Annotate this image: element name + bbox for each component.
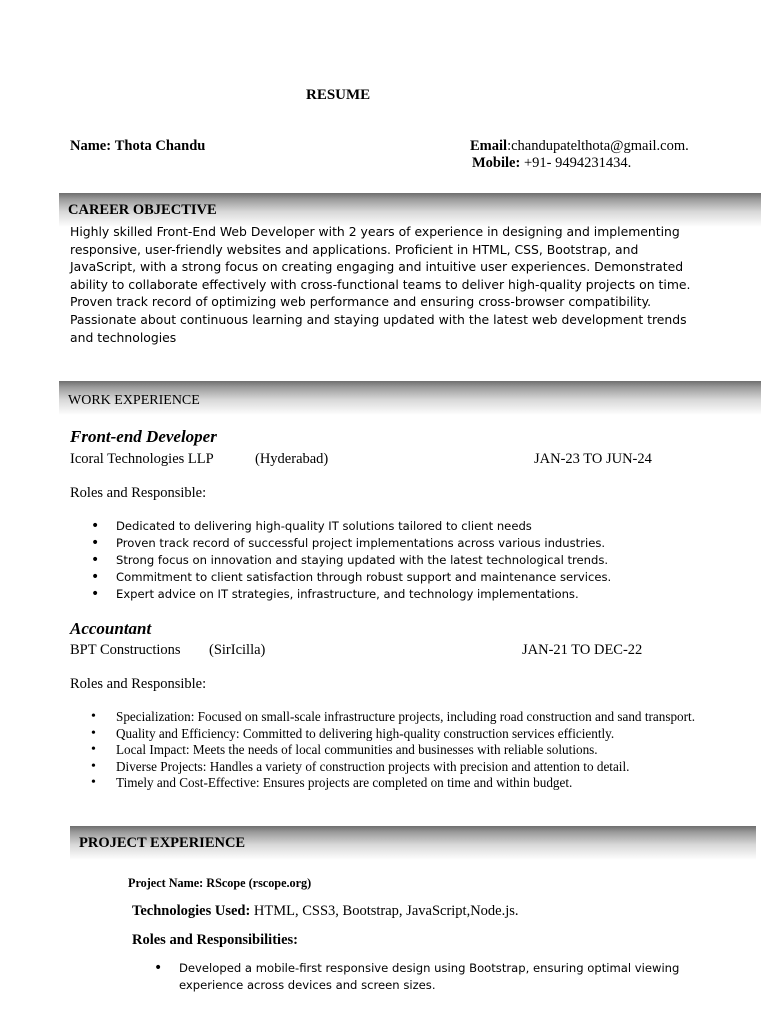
resume-title: RESUME (306, 87, 371, 103)
list-item: • Dedicated to delivering high-quality IT solutions tailored to client needs (91, 518, 731, 535)
list-item: • Proven track record of successful project implementations across various industries. (91, 535, 731, 552)
contact-block (470, 138, 689, 172)
job-bullets (91, 518, 731, 603)
job-company: Icoral Technologies LLP (70, 451, 214, 467)
name-value: Thota Chandu (114, 138, 206, 154)
project-bullets (154, 960, 714, 994)
list-item: • Developed a mobile-first responsive design using Bootstrap, ensuring optimal viewing experience across devices and screen sizes. (154, 960, 714, 994)
mobile-value: +91- 9494231434. (520, 155, 632, 171)
roles-label: Roles and Responsible: (70, 485, 207, 501)
mobile-line (470, 155, 689, 172)
project-tech-line (132, 903, 519, 920)
job-location: (Hyderabad) (255, 451, 329, 467)
project-name-value: RScope (rscope.org) (206, 876, 312, 890)
name-label: Name: (70, 138, 112, 154)
project-roles-label: Roles and Responsibilities: (132, 932, 298, 948)
project-name-label: Project Name: (128, 876, 204, 890)
project-tech-value: HTML, CSS3, Bootstrap, JavaScript,Node.js. (250, 903, 519, 919)
job-company: BPT Constructions (70, 642, 181, 658)
name-line (70, 138, 205, 155)
job-location: (SirIcilla) (209, 642, 266, 658)
job-dates: JAN-21 TO DEC-22 (522, 642, 643, 658)
project-name-line (128, 876, 311, 891)
list-item: • Local Impact: Meets the needs of local communities and businesses with reliable solutions. (91, 742, 711, 759)
project-experience-band (70, 826, 756, 860)
career-objective-band (59, 193, 761, 227)
career-objective-heading: CAREER OBJECTIVE (68, 202, 217, 218)
job-title: Front-end Developer (70, 427, 217, 446)
list-item: • Commitment to client satisfaction through robust support and maintenance services. (91, 569, 731, 586)
project-tech-label: Technologies Used: (132, 903, 251, 919)
list-item: • Timely and Cost-Effective: Ensures projects are completed on time and within budget. (91, 775, 711, 792)
job-title: Accountant (70, 619, 152, 638)
mobile-label: Mobile: (472, 155, 521, 171)
list-item: • Diverse Projects: Handles a variety of construction projects with precision and attention to detail. (91, 759, 711, 776)
email-value: :chandupatelthota@gmail.com. (507, 138, 689, 154)
list-item: • Specialization: Focused on small-scale infrastructure projects, including road construction and sand transport. (91, 709, 711, 726)
work-experience-band (59, 381, 761, 415)
work-experience-heading: WORK EXPERIENCE (68, 393, 200, 408)
career-objective-text: Highly skilled Front-End Web Developer with 2 years of experience in designing and implementing responsive, user-friendly websites and applications. Proficient in HTML, CSS, Bootstrap, and JavaScript, with a strong focus on creating engaging and intuitive user experiences. Demonstrated ability to collaborate effectively with cross-functional teams to deliver high-quality projects on time. Proven track record of optimizing web performance and ensuring cross-browser compatibility. Passionate about continuous learning and staying updated with the latest web development trends and technologies (70, 224, 691, 345)
job-dates: JAN-23 TO JUN-24 (534, 451, 652, 467)
email-line (470, 138, 689, 155)
project-experience-heading: PROJECT EXPERIENCE (79, 835, 246, 851)
list-item: • Quality and Efficiency: Committed to delivering high-quality construction services efficiently. (91, 726, 711, 743)
list-item: • Strong focus on innovation and staying updated with the latest technological trends. (91, 552, 731, 569)
email-label: Email (470, 138, 508, 154)
list-item: • Expert advice on IT strategies, infrastructure, and technology implementations. (91, 586, 731, 603)
job-bullets (91, 709, 711, 792)
roles-label: Roles and Responsible: (70, 676, 207, 692)
